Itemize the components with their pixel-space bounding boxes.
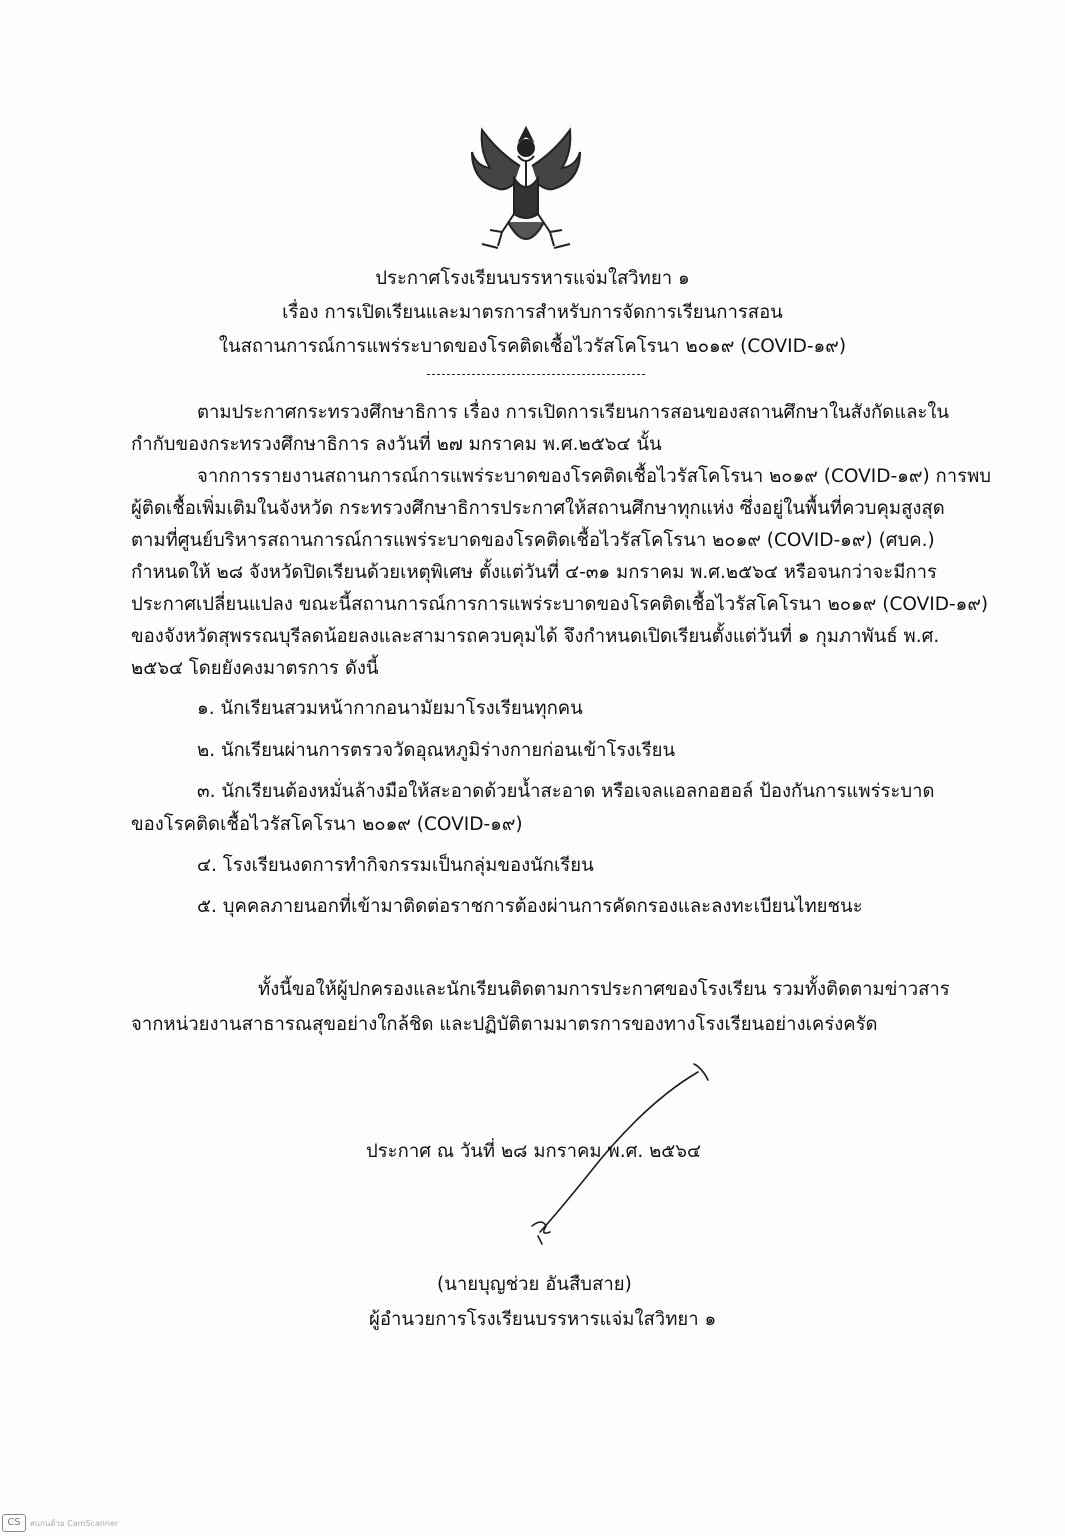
announcement-subject: เรื่อง การเปิดเรียนและมาตรการสำหรับการจัดการเรียนการสอน: [282, 302, 783, 323]
paragraph-line: ๒๕๖๔ โดยยังคงมาตรการ ดังนี้: [131, 658, 379, 679]
camscanner-logo-icon: CS: [2, 1514, 26, 1532]
scanner-watermark: สแกนด้วย CamScanner: [30, 1519, 119, 1528]
closing-line: ทั้งนี้ขอให้ผู้ปกครองและนักเรียนติดตามการประกาศของโรงเรียน รวมทั้งติดตามข่าวสาร: [258, 979, 950, 1000]
measure-item-3: ๓. นักเรียนต้องหมั่นล้างมือให้สะอาดด้วยน้ำสะอาด หรือเจลแอลกอฮอล์ ป้องกันการแพร่ระบาด: [197, 781, 935, 802]
paragraph-line: กำหนดให้ ๒๘ จังหวัดปิดเรียนด้วยเหตุพิเศษ ตั้งแต่วันที่ ๔-๓๑ มกราคม พ.ศ.๒๕๖๔ หรือจนกว่าจะมีการ: [131, 562, 937, 583]
paragraph-line: กำกับของกระทรวงศึกษาธิการ ลงวันที่ ๒๗ มกราคม พ.ศ.๒๕๖๔ นั้น: [131, 434, 662, 455]
garuda-emblem-icon: [468, 122, 584, 258]
signer-position: ผู้อำนวยการโรงเรียนบรรหารแจ่มใสวิทยา ๑: [369, 1309, 717, 1330]
closing-line: จากหน่วยงานสาธารณสุขอย่างใกล้ชิด และปฏิบัติตามมาตรการของทางโรงเรียนอย่างเคร่งครัด: [131, 1014, 878, 1035]
announcement-date: ประกาศ ณ วันที่ ๒๘ มกราคม พ.ศ. ๒๕๖๔: [366, 1141, 702, 1162]
announcement-title: ประกาศโรงเรียนบรรหารแจ่มใสวิทยา ๑: [375, 268, 690, 289]
scanner-footer: [0, 1510, 200, 1536]
announcement-subject-context: ในสถานการณ์การแพร่ระบาดของโรคติดเชื้อไวรัสโคโรนา ๒๐๑๙ (COVID-๑๙): [218, 336, 847, 357]
paragraph-line: ประกาศเปลี่ยนแปลง ขณะนี้สถานการณ์การการแพร่ระบาดของโรคติดเชื้อไวรัสโคโรนา ๒๐๑๙ (COVID-๑๙): [131, 594, 989, 615]
paragraph-line: ผู้ติดเชื้อเพิ่มเติมในจังหวัด กระทรวงศึกษาธิการประกาศให้สถานศึกษาทุกแห่ง ซึ่งอยู่ในพื้นที่ควบคุมสูงสุด: [131, 498, 945, 519]
paragraph-line: จากการรายงานสถานการณ์การแพร่ระบาดของโรคติดเชื้อไวรัสโคโรนา ๒๐๑๙ (COVID-๑๙) การพบ: [197, 466, 992, 487]
measure-item-1: ๑. นักเรียนสวมหน้ากากอนามัยมาโรงเรียนทุกคน: [197, 698, 583, 719]
measure-item-3-continued: ของโรคติดเชื้อไวรัสโคโรนา ๒๐๑๙ (COVID-๑๙): [131, 814, 523, 835]
paragraph-line: ตามประกาศกระทรวงศึกษาธิการ เรื่อง การเปิดการเรียนการสอนของสถานศึกษาในสังกัดและใน: [197, 402, 950, 423]
paragraph-line: ของจังหวัดสุพรรณบุรีลดน้อยลงและสามารถควบคุมได้ จึงกำหนดเปิดเรียนตั้งแต่วันที่ ๑ กุมภาพันธ์ พ.ศ.: [131, 626, 940, 647]
paragraph-line: ตามที่ศูนย์บริหารสถานการณ์การแพร่ระบาดของโรคติดเชื้อไวรัสโคโรนา ๒๐๑๙ (COVID-๑๙) (ศบค.): [131, 530, 935, 551]
title-divider: [427, 374, 645, 375]
signer-name: (นายบุญช่วย อันสืบสาย): [437, 1274, 632, 1295]
measure-item-5: ๕. บุคคลภายนอกที่เข้ามาติดต่อราชการต้องผ่านการคัดกรองและลงทะเบียนไทยชนะ: [197, 896, 863, 917]
measure-item-4: ๔. โรงเรียนงดการทำกิจกรรมเป็นกลุ่มของนักเรียน: [197, 855, 594, 876]
measure-item-2: ๒. นักเรียนผ่านการตรวจวัดอุณหภูมิร่างกายก่อนเข้าโรงเรียน: [197, 740, 676, 761]
